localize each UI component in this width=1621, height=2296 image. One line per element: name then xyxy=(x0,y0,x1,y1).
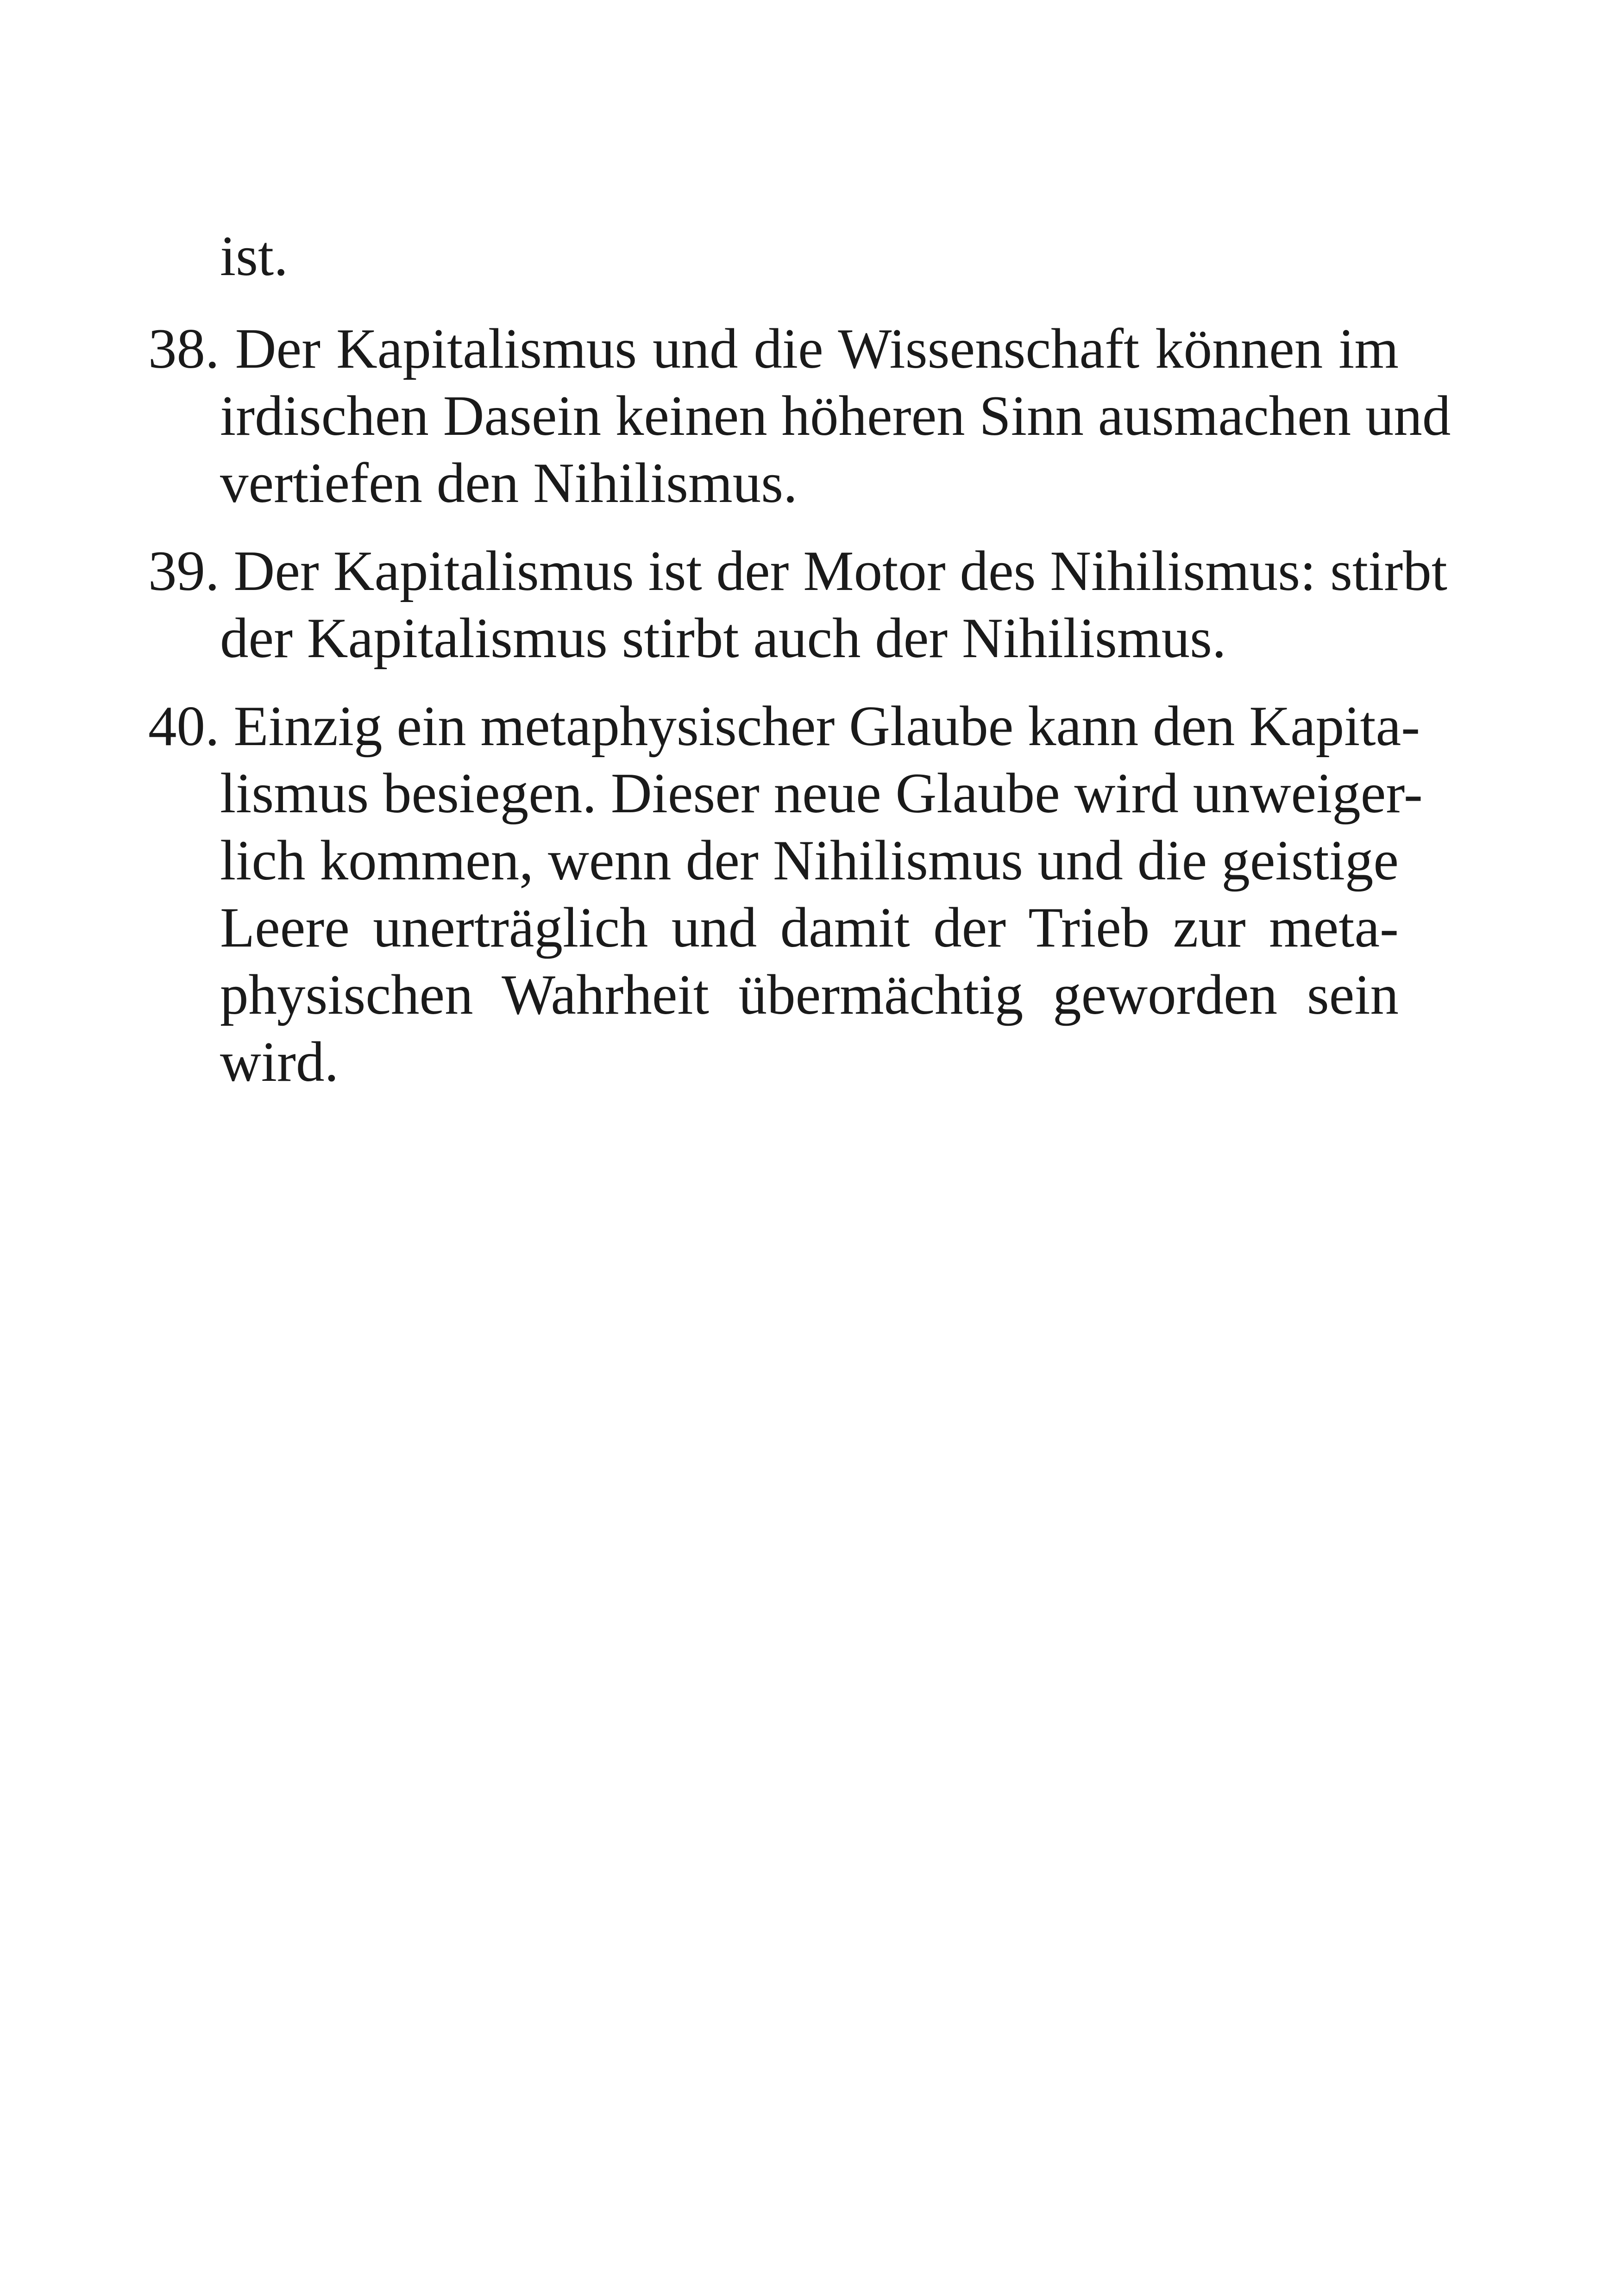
list-item-number: 38. xyxy=(148,317,220,380)
list-item-39-line-1 xyxy=(148,537,1447,604)
list-item-39-line-2: der Kapitalismus stirbt auch der Nihilismus. xyxy=(220,606,1226,670)
list-item-text: Der Kapitalismus und die Wissenschaft können im xyxy=(235,317,1399,380)
list-item-40-line-5: physischen Wahrheit übermächtig geworden sein xyxy=(220,963,1399,1026)
list-item-text: Einzig ein metaphysischer Glaube kann den Kapita- xyxy=(233,694,1420,758)
list-item-40-line-4: Leere unerträglich und damit der Trieb zur meta- xyxy=(220,896,1399,959)
list-item-40-line-3: lich kommen, wenn der Nihilismus und die geistige xyxy=(220,828,1399,892)
list-item-38-line-2: irdischen Dasein keinen höheren Sinn ausmachen und xyxy=(220,384,1451,447)
list-item-text: Der Kapitalismus ist der Motor des Nihilismus: stirbt xyxy=(233,539,1447,602)
list-item-number: 40. xyxy=(148,694,220,758)
list-item-38-line-3: vertiefen den Nihilismus. xyxy=(220,451,798,514)
list-item-40-line-6: wird. xyxy=(220,1030,339,1093)
list-item-40-line-2: lismus besiegen. Dieser neue Glaube wird unweiger- xyxy=(220,761,1423,825)
list-item-38-line-1 xyxy=(148,315,1399,382)
list-item-40-line-1 xyxy=(148,692,1420,759)
list-item-number: 39. xyxy=(148,539,220,602)
continuation-line: ist. xyxy=(220,224,288,288)
